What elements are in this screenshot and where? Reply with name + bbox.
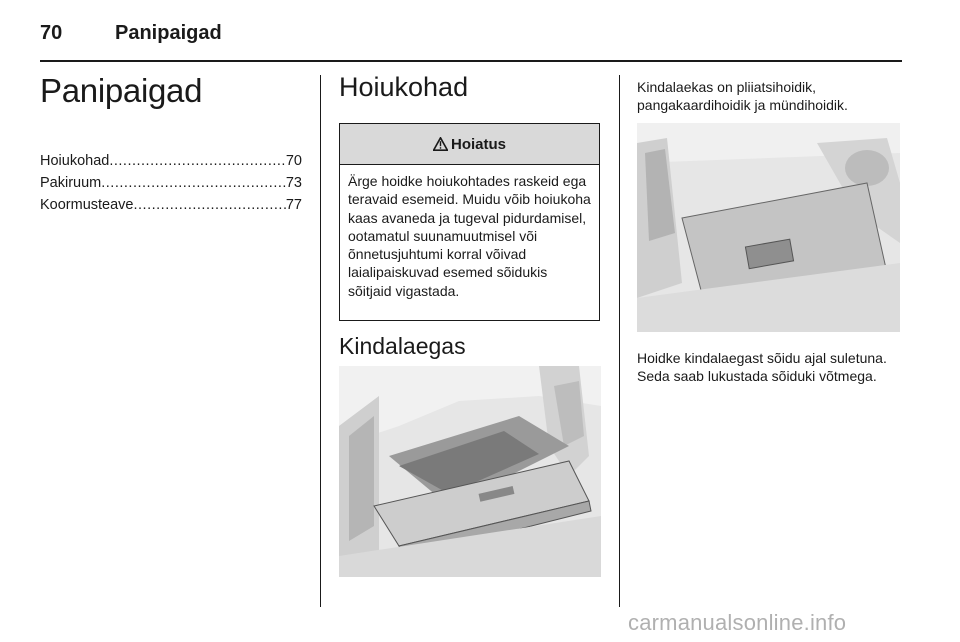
toc-label: Hoiukohad [40, 153, 110, 169]
column-divider-1 [320, 75, 321, 607]
warning-text: Ärge hoidke hoiukohtades raskeid ega teravaid esemeid. Muidu võib hoiukoha kaas avaneda ja tugeval pidurdamisel, ootamatul suunamuutmisel või õnnetusjuhtumi korral võivad laialipaiskuvad esemed sõidukis sõitjaid vigastada. [348, 173, 591, 299]
page-header [40, 22, 900, 62]
toc-entry-pakiruum[interactable] [40, 172, 302, 194]
toc-leader [101, 172, 286, 194]
glovebox-open-illustration [339, 366, 601, 577]
warning-box [339, 123, 600, 321]
warning-heading-text: Hoiatus [450, 135, 506, 153]
table-of-contents [40, 150, 302, 216]
warning-triangle-icon [433, 137, 448, 151]
paragraph-glovebox-holders: Kindalaekas on pliiatsihoidik, pangakaardihoidik ja mündihoidik. [637, 79, 848, 113]
watermark: carmanualsonline.info [628, 610, 847, 635]
chapter-title: Panipaigad [40, 72, 203, 109]
toc-label: Koormusteave [40, 197, 134, 213]
toc-label: Pakiruum [40, 175, 102, 191]
paragraph-glovebox-closed: Hoidke kindalaegast sõidu ajal suletuna. Seda saab lukustada sõiduki võtmega. [637, 350, 887, 384]
toc-entry-hoiukohad[interactable] [40, 150, 302, 172]
toc-page: 73 [285, 175, 302, 191]
page-number: 70 [40, 22, 63, 44]
section-title: Hoiukohad [339, 72, 469, 102]
column-divider-2 [619, 75, 620, 607]
toc-page: 77 [285, 197, 302, 213]
toc-leader [134, 194, 286, 216]
subsection-title: Kindalaegas [339, 333, 466, 359]
header-rule [40, 60, 902, 62]
toc-page: 70 [285, 153, 302, 169]
running-title: Panipaigad [115, 22, 222, 44]
glovebox-closed-illustration [637, 123, 900, 332]
toc-entry-koormusteave[interactable] [40, 194, 302, 216]
toc-leader [109, 150, 286, 172]
warning-heading [340, 124, 599, 165]
